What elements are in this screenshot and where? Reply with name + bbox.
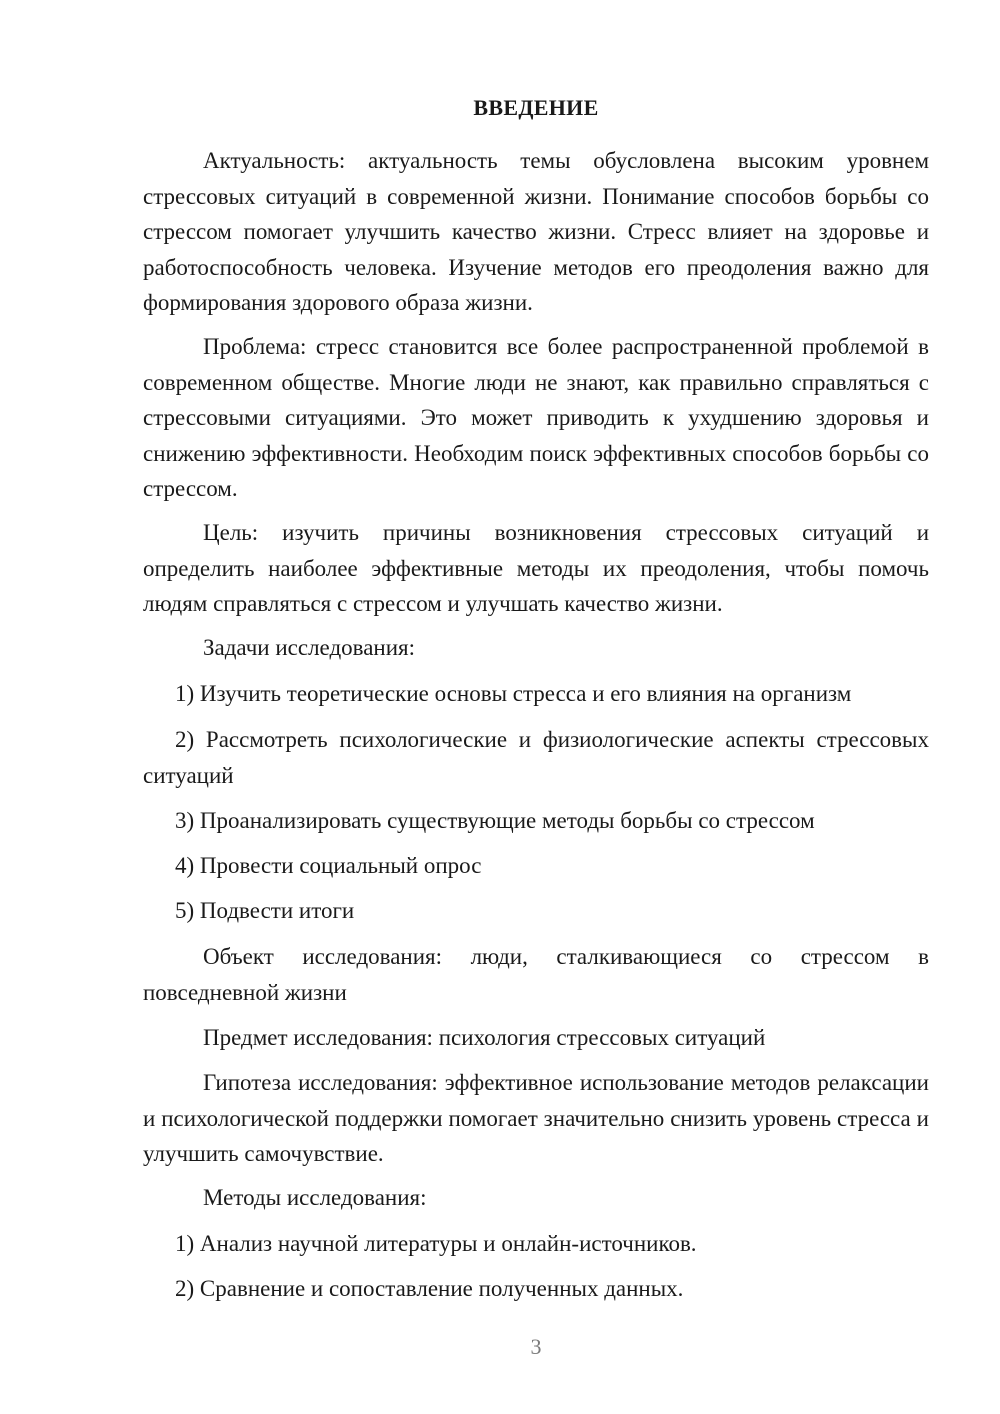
task-item-1 — [143, 676, 929, 712]
task-item-3 — [143, 803, 929, 839]
task-item-4 — [143, 848, 929, 884]
methods-heading: Методы исследования: — [203, 1185, 427, 1210]
page-number: 3 — [530, 1334, 542, 1359]
object-text: Объект исследования: люди, сталкивающиеся со стрессом в повседневной жизни — [143, 944, 929, 1005]
problem-text: Проблема: стресс становится все более распространенной проблемой в современном обществе. Многие люди не знают, как правильно справляться с стрессовыми ситуациями. Это может приводить к ухудшению здоровья и снижению эффективности. Необходим поиск эффективных способов борьбы со стрессом. — [143, 334, 929, 501]
list-item: 1) Изучить теоретические основы стресса и его влияния на организм — [175, 681, 852, 706]
list-item: 1) Анализ научной литературы и онлайн-источников. — [175, 1231, 697, 1256]
tasks-heading: Задачи исследования: — [203, 635, 416, 660]
list-item: 3) Проанализировать существующие методы борьбы со стрессом — [175, 808, 815, 833]
relevance-text: Актуальность: актуальность темы обусловлена высоким уровнем стрессовых ситуаций в современной жизни. Понимание способов борьбы со стрессом помогает улучшить качество жизни. Стресс влияет на здоровье и работоспособность человека. Изучение методов его преодоления важно для формирования здорового образа жизни. — [143, 148, 929, 315]
subject-text: Предмет исследования: психология стрессовых ситуаций — [203, 1025, 766, 1050]
goal-paragraph — [143, 515, 929, 622]
relevance-paragraph — [143, 143, 929, 321]
list-item: 4) Провести социальный опрос — [175, 853, 482, 878]
subject-paragraph — [143, 1020, 929, 1056]
methods-heading-block — [143, 1180, 929, 1216]
task-item-2 — [143, 722, 929, 793]
goal-text: Цель: изучить причины возникновения стрессовых ситуаций и определить наиболее эффективные методы их преодоления, чтобы помочь людям справляться с стрессом и улучшать качество жизни. — [143, 520, 929, 616]
method-item-2 — [143, 1271, 929, 1307]
hypothesis-text: Гипотеза исследования: эффективное использование методов релаксации и психологической поддержки помогает значительно снизить уровень стресса и улучшить самочувствие. — [143, 1070, 929, 1166]
tasks-heading-block — [143, 630, 929, 666]
problem-paragraph — [143, 329, 929, 507]
task-item-5 — [143, 893, 929, 929]
list-item: 2) Рассмотреть психологические и физиологические аспекты стрессовых ситуаций — [143, 727, 929, 788]
page-title: ВВЕДЕНИЕ — [473, 95, 599, 120]
method-item-1 — [143, 1226, 929, 1262]
list-item: 5) Подвести итоги — [175, 898, 355, 923]
hypothesis-paragraph — [143, 1065, 929, 1172]
object-paragraph — [143, 939, 929, 1010]
list-item: 2) Сравнение и сопоставление полученных данных. — [175, 1276, 684, 1301]
